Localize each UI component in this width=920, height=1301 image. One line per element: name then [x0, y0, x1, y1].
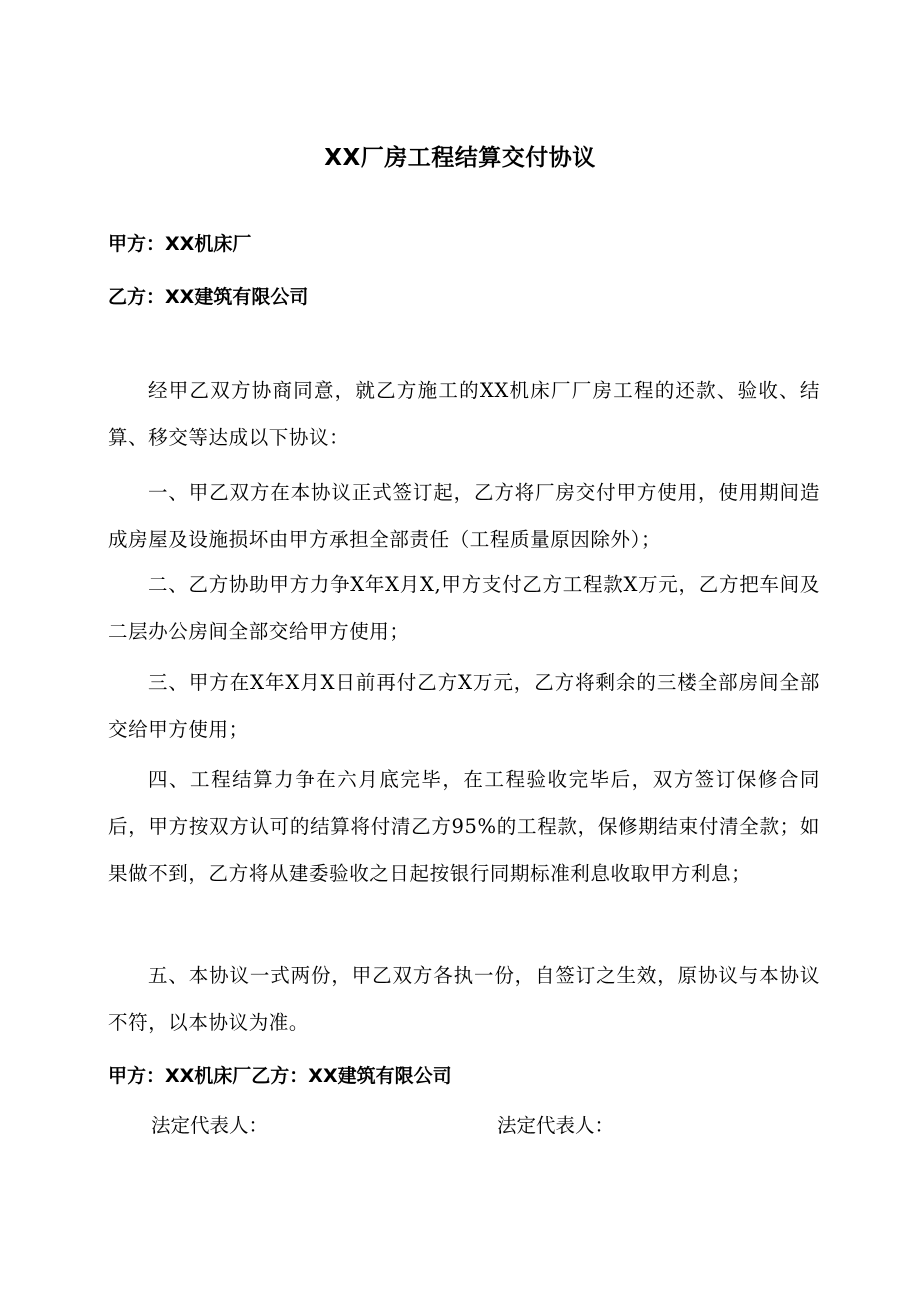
party-b-line	[108, 282, 308, 312]
paragraph-clause-1: 一、甲乙双方在本协议正式签订起，乙方将厂房交付甲方使用，使用期间造成房屋及设施损坏由甲方承担全部责任（工程质量原因除外）；	[108, 481, 820, 551]
paragraph-clause-3: 三、甲方在X年X月X日前再付乙方X万元，乙方将剩余的三楼全部房间全部交给甲方使用；	[108, 671, 820, 741]
party-a-representative-label: 法定代表人：	[151, 1114, 269, 1137]
party-a-label: 甲方：	[108, 233, 166, 255]
party-b-label: 乙方：	[108, 286, 166, 308]
paragraph-clause-4: 四、工程结算力争在六月底完毕，在工程验收完毕后，双方签订保修合同后，甲方按双方认可的结算将付清乙方95%的工程款，保修期结束付清全款；如果做不到，乙方将从建委验收之日起按银行同期标准利息收取甲方利息；	[108, 768, 820, 885]
party-a-line	[108, 229, 251, 259]
party-a-name: XX机床厂	[165, 233, 252, 255]
paragraph-clause-5: 五、本协议一式两份，甲乙双方各执一份，自签订之生效，原协议与本协议不符，以本协议为准。	[108, 964, 820, 1034]
signature-parties-line: 甲方：XX机床厂乙方：XX建筑有限公司	[108, 1065, 452, 1087]
paragraph-clause-2: 二、乙方协助甲方力争X年X月X,甲方支付乙方工程款X万元，乙方把车间及二层办公房间全部交给甲方使用；	[108, 573, 820, 643]
party-b-name: XX建筑有限公司	[165, 286, 309, 308]
party-b-representative-label: 法定代表人：	[497, 1114, 615, 1137]
paragraph-intro: 经甲乙双方协商同意，就乙方施工的XX机床厂厂房工程的还款、验收、结算、移交等达成以下协议：	[108, 379, 820, 449]
document-title: XX厂房工程结算交付协议	[324, 145, 596, 171]
